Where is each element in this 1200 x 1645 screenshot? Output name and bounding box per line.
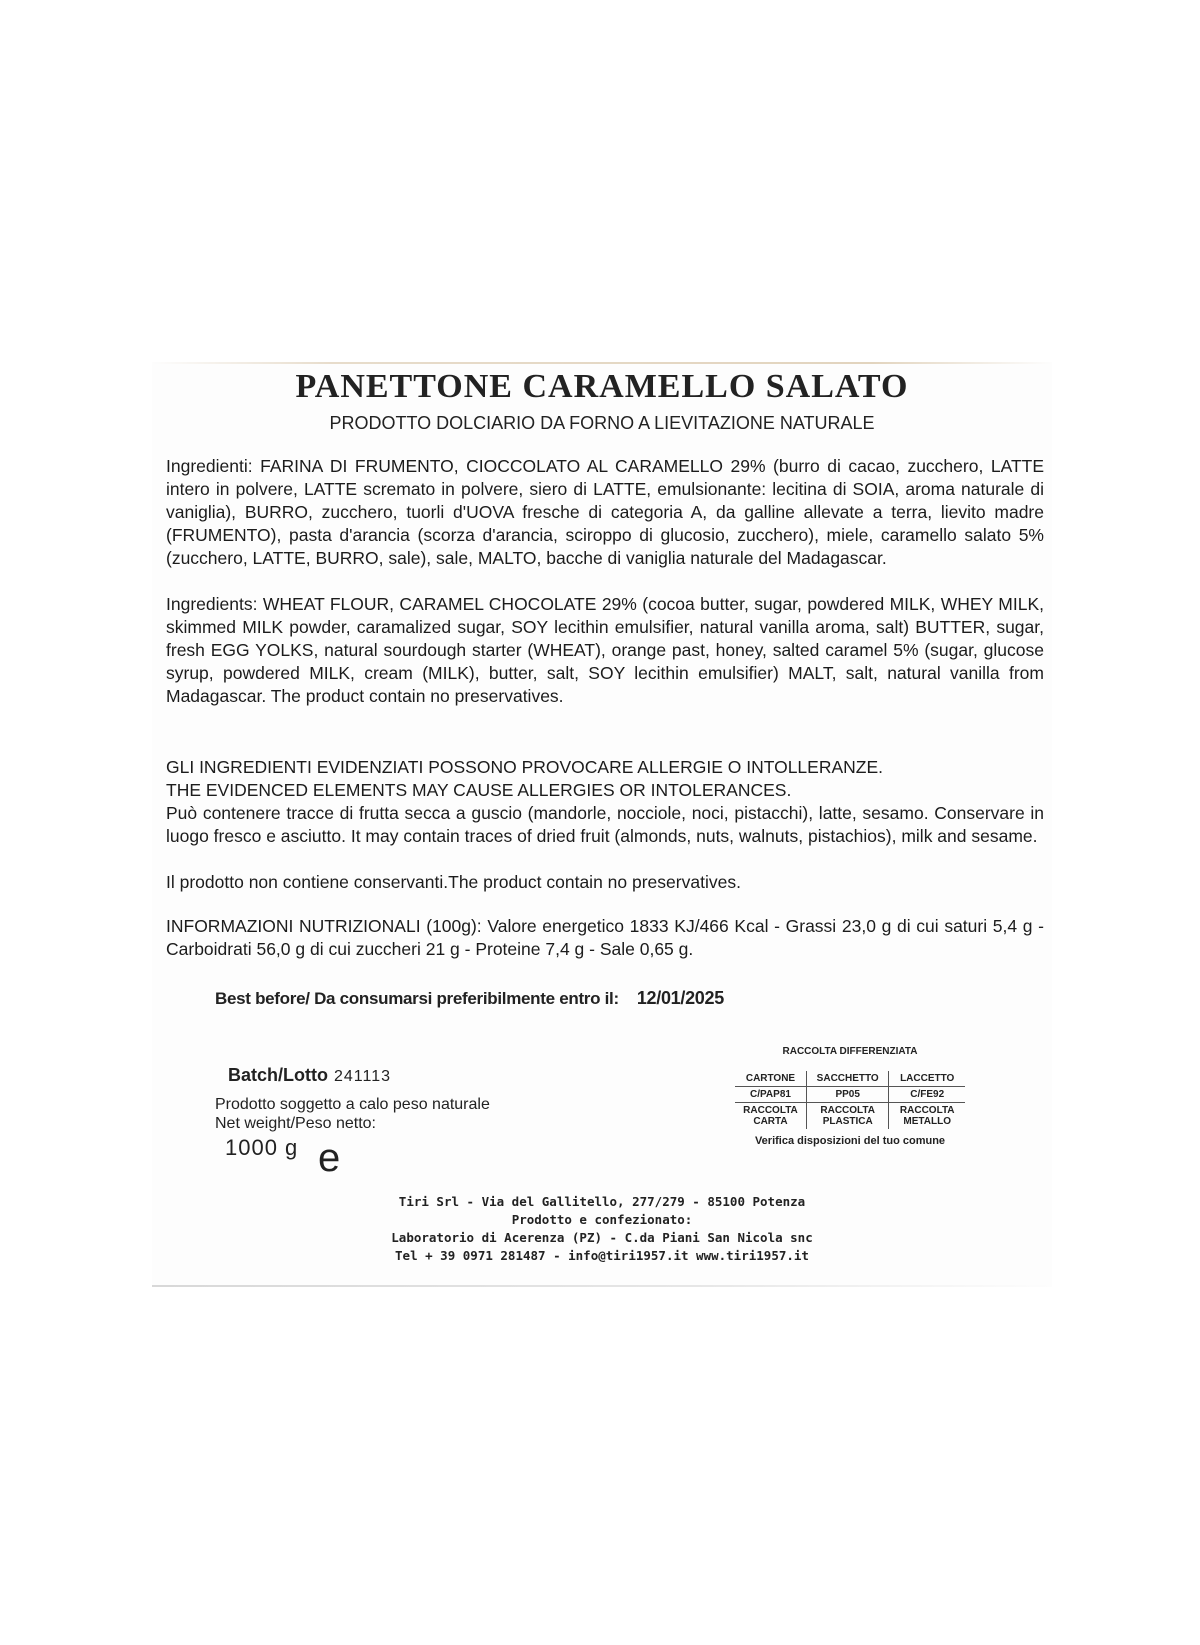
recycling-cell: RACCOLTA PLASTICA <box>806 1103 888 1130</box>
net-weight-label: Net weight/Peso netto: <box>215 1115 376 1132</box>
batch-label: Batch/Lotto <box>228 1065 328 1085</box>
best-before-date: 12/01/2025 <box>636 988 724 1008</box>
recycling-cell: LACCETTO <box>889 1071 965 1087</box>
allergen-warning-english: THE EVIDENCED ELEMENTS MAY CAUSE ALLERGIES OR INTOLERANCES. <box>166 780 792 800</box>
batch <box>228 1065 391 1086</box>
ingredients-italian-text: FARINA DI FRUMENTO, CIOCCOLATO AL CARAMELLO 29% (burro di cacao, zucchero, LATTE intero in polvere, LATTE scremato in polvere, siero di LATTE, emulsionante: lecitina di SOIA, aroma naturale di vaniglia), BURRO, zucchero, tuorli d'UOVA fresche di categoria A, da galline allevate a terra, lievito madre (FRUMENTO), pasta d'arancia (scorza d'arancia, sciroppo di glucosio, zucchero), miele, caramello salato 5% (zucchero, LATTE, BURRO, sale), sale, MALTO, bacche di vaniglia naturale del Madagascar. <box>166 456 1044 569</box>
recycling-cell: CARTONE <box>735 1071 806 1087</box>
recycling-info <box>730 1046 970 1147</box>
net-weight-value: 1000 g <box>225 1135 299 1160</box>
recycling-cell: RACCOLTA CARTA <box>735 1103 806 1130</box>
recycling-cell: PP05 <box>806 1087 888 1103</box>
estimated-sign-icon: e <box>318 1136 341 1180</box>
recycling-cell: C/FE92 <box>889 1087 965 1103</box>
best-before-label: Best before/ Da consumarsi preferibilmente entro il: <box>215 989 619 1008</box>
traces-notice: Può contenere tracce di frutta secca a guscio (mandorle, nocciole, noci, pistacchi), latte, sesamo. Conservare in luogo fresco e asciutto. It may contain traces of dried fruit (almonds, nuts, walnuts, pistachios), milk and sesame. <box>166 803 1044 847</box>
producer-contacts: Tel + 39 0971 281487 - info@tiri1957.it www.tiri1957.it <box>395 1248 809 1263</box>
recycling-table <box>735 1071 965 1129</box>
ingredients-english <box>166 593 1044 708</box>
table-row <box>735 1071 965 1087</box>
recycling-cell: RACCOLTA METALLO <box>889 1103 965 1130</box>
ingredients-english-text: WHEAT FLOUR, CARAMEL CHOCOLATE 29% (cocoa butter, sugar, powdered MILK, WHEY MILK, skimmed MILK powder, caramalized sugar, SOY lecithin emulsifier, natural vanilla aroma, salt) BUTTER, sugar, fresh EGG YOLKS, natural sourdough starter (WHEAT), orange past, honey, salted caramel 5% (sugar, glucose syrup, powdered MILK, cream (MILK), butter, salt, SOY lecithin emulsifier) MALT, salt, natural vanilla from Madagascar. The product contain no preservatives. <box>166 594 1044 707</box>
no-preservatives-notice: Il prodotto non contiene conservanti.The product contain no preservatives. <box>166 872 741 892</box>
table-row <box>735 1103 965 1130</box>
producer-laboratory: Laboratorio di Acerenza (PZ) - C.da Piani San Nicola snc <box>391 1230 813 1245</box>
batch-value: 241113 <box>333 1068 391 1085</box>
weight-loss-note: Prodotto soggetto a calo peso naturale <box>215 1096 490 1113</box>
ingredients-english-label: Ingredients: <box>166 594 258 614</box>
label-bottom-edge <box>152 1285 1052 1287</box>
ingredients-italian <box>166 455 1044 570</box>
weight-notes <box>215 1095 490 1133</box>
recycling-cell: SACCHETTO <box>806 1071 888 1087</box>
allergen-warning-italian: GLI INGREDIENTI EVIDENZIATI POSSONO PROVOCARE ALLERGIE O INTOLLERANZE. <box>166 757 884 777</box>
producer-address: Tiri Srl - Via del Gallitello, 277/279 - 85100 Potenza <box>398 1194 806 1209</box>
nutrition-info: INFORMAZIONI NUTRIZIONALI (100g): Valore energetico 1833 KJ/466 Kcal - Grassi 23,0 g di cui saturi 5,4 g - Carboidrati 56,0 g di cui zuccheri 21 g - Proteine 7,4 g - Sale 0,65 g. <box>166 916 1044 960</box>
producer-info <box>152 1193 1052 1265</box>
producer-made-by-label: Prodotto e confezionato: <box>511 1212 693 1227</box>
product-subtitle: PRODOTTO DOLCIARIO DA FORNO A LIEVITAZIONE NATURALE <box>329 413 875 433</box>
recycling-verify-note: Verifica disposizioni del tuo comune <box>754 1135 946 1147</box>
table-row <box>735 1087 965 1103</box>
recycling-title: RACCOLTA DIFFERENZIATA <box>782 1046 918 1057</box>
best-before <box>215 988 724 1009</box>
product-title: PANETTONE CARAMELLO SALATO <box>295 368 909 405</box>
ingredients-italian-label: Ingredienti: <box>166 456 253 476</box>
label-top-edge <box>152 362 1052 364</box>
recycling-cell: C/PAP81 <box>735 1087 806 1103</box>
